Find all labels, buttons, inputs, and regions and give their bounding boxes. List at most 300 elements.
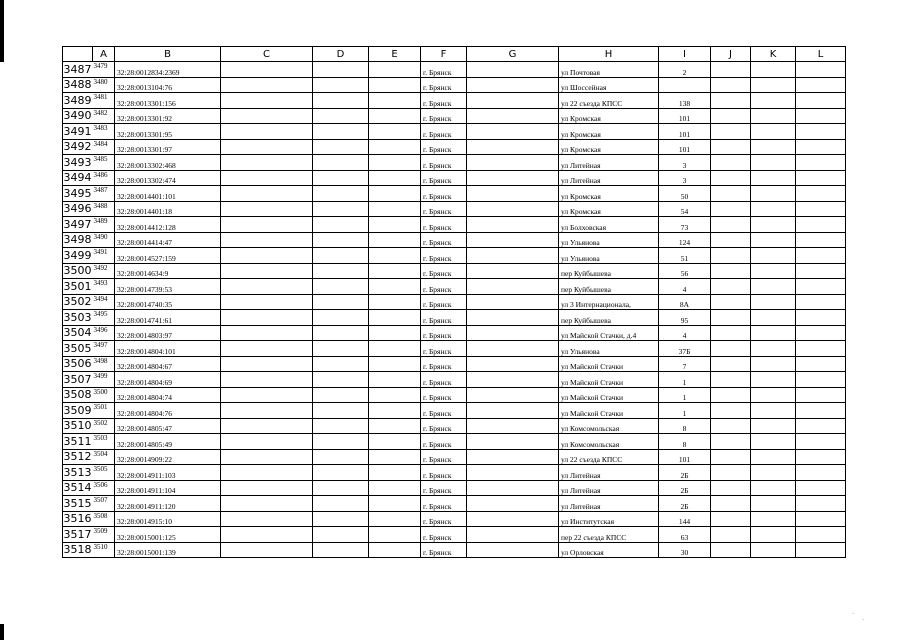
cell-j[interactable] [711, 186, 751, 202]
row-number[interactable]: 3496 [63, 202, 92, 216]
cell-h[interactable]: ул 3 Интернационала, [559, 294, 659, 310]
cell-i[interactable]: 95 [659, 310, 711, 326]
cell-j[interactable] [711, 139, 751, 155]
cell-d[interactable] [313, 170, 369, 186]
column-header-c[interactable]: C [221, 47, 313, 62]
cell-a[interactable] [93, 387, 115, 403]
cell-d[interactable] [313, 139, 369, 155]
column-header-k[interactable]: K [751, 47, 796, 62]
cell-d[interactable] [313, 124, 369, 140]
cell-c[interactable] [221, 542, 313, 558]
cell-k[interactable] [751, 279, 796, 295]
cell-e[interactable] [369, 93, 421, 109]
cell-b[interactable]: 32:28:0014915:10 [115, 511, 221, 527]
cell-k[interactable] [751, 217, 796, 233]
cell-b[interactable]: 32:28:0014911:103 [115, 465, 221, 481]
cell-f[interactable]: г. Брянск [421, 108, 467, 124]
cell-c[interactable] [221, 527, 313, 543]
cell-b[interactable]: 32:28:0014804:69 [115, 372, 221, 388]
cell-i[interactable]: 1 [659, 372, 711, 388]
cell-l[interactable] [796, 139, 846, 155]
cell-b[interactable]: 32:28:0014527:159 [115, 248, 221, 264]
cell-d[interactable] [313, 155, 369, 171]
cell-d[interactable] [313, 418, 369, 434]
cell-c[interactable] [221, 496, 313, 512]
row-number[interactable]: 3489 [63, 93, 92, 107]
cell-j[interactable] [711, 372, 751, 388]
cell-h[interactable]: ул Майской Стачки [559, 403, 659, 419]
cell-l[interactable] [796, 403, 846, 419]
cell-a[interactable] [93, 108, 115, 124]
cell-k[interactable] [751, 124, 796, 140]
cell-a[interactable] [93, 232, 115, 248]
cell-e[interactable] [369, 77, 421, 93]
row-number[interactable]: 3498 [63, 233, 92, 247]
cell-c[interactable] [221, 511, 313, 527]
cell-a[interactable] [93, 155, 115, 171]
cell-a[interactable] [93, 465, 115, 481]
cell-h[interactable]: ул Ульянова [559, 248, 659, 264]
cell-e[interactable] [369, 403, 421, 419]
cell-l[interactable] [796, 387, 846, 403]
cell-g[interactable] [467, 294, 559, 310]
cell-e[interactable] [369, 108, 421, 124]
cell-i[interactable]: 101 [659, 108, 711, 124]
cell-l[interactable] [796, 62, 846, 78]
cell-i[interactable]: 138 [659, 93, 711, 109]
cell-g[interactable] [467, 418, 559, 434]
cell-h[interactable]: ул Болховская [559, 217, 659, 233]
cell-h[interactable]: ул Кромская [559, 139, 659, 155]
cell-h[interactable]: ул Майской Стачки, д.4 [559, 325, 659, 341]
cell-j[interactable] [711, 341, 751, 357]
cell-l[interactable] [796, 279, 846, 295]
cell-d[interactable] [313, 232, 369, 248]
cell-d[interactable] [313, 93, 369, 109]
cell-c[interactable] [221, 186, 313, 202]
cell-h[interactable]: ул Майской Стачки [559, 372, 659, 388]
row-number[interactable]: 3492 [63, 140, 92, 154]
cell-c[interactable] [221, 387, 313, 403]
cell-l[interactable] [796, 93, 846, 109]
cell-e[interactable] [369, 124, 421, 140]
row-number[interactable]: 3515 [63, 496, 92, 510]
cell-a[interactable] [93, 279, 115, 295]
cell-c[interactable] [221, 217, 313, 233]
cell-k[interactable] [751, 325, 796, 341]
cell-f[interactable]: г. Брянск [421, 434, 467, 450]
cell-j[interactable] [711, 403, 751, 419]
cell-c[interactable] [221, 480, 313, 496]
cell-k[interactable] [751, 62, 796, 78]
cell-k[interactable] [751, 108, 796, 124]
cell-c[interactable] [221, 325, 313, 341]
cell-k[interactable] [751, 341, 796, 357]
row-number[interactable]: 3497 [63, 217, 92, 231]
cell-f[interactable]: г. Брянск [421, 418, 467, 434]
cell-l[interactable] [796, 418, 846, 434]
cell-j[interactable] [711, 77, 751, 93]
cell-c[interactable] [221, 201, 313, 217]
cell-d[interactable] [313, 310, 369, 326]
cell-i[interactable]: 63 [659, 527, 711, 543]
cell-c[interactable] [221, 124, 313, 140]
cell-i[interactable]: 1 [659, 403, 711, 419]
cell-d[interactable] [313, 372, 369, 388]
cell-f[interactable]: г. Брянск [421, 542, 467, 558]
cell-l[interactable] [796, 186, 846, 202]
cell-d[interactable] [313, 434, 369, 450]
cell-j[interactable] [711, 310, 751, 326]
cell-e[interactable] [369, 465, 421, 481]
cell-f[interactable]: г. Брянск [421, 527, 467, 543]
cell-d[interactable] [313, 77, 369, 93]
cell-b[interactable]: 32:28:0014401:18 [115, 201, 221, 217]
cell-h[interactable]: ул 22 съезда КПСС [559, 449, 659, 465]
cell-e[interactable] [369, 496, 421, 512]
cell-k[interactable] [751, 310, 796, 326]
cell-f[interactable]: г. Брянск [421, 449, 467, 465]
cell-e[interactable] [369, 418, 421, 434]
row-number[interactable]: 3505 [63, 341, 92, 355]
cell-e[interactable] [369, 201, 421, 217]
cell-f[interactable]: г. Брянск [421, 310, 467, 326]
row-number[interactable]: 3504 [63, 326, 92, 340]
cell-a[interactable] [93, 356, 115, 372]
cell-a[interactable] [93, 201, 115, 217]
cell-e[interactable] [369, 248, 421, 264]
cell-c[interactable] [221, 93, 313, 109]
cell-e[interactable] [369, 434, 421, 450]
cell-b[interactable]: 32:28:0014805:47 [115, 418, 221, 434]
cell-k[interactable] [751, 248, 796, 264]
cell-k[interactable] [751, 480, 796, 496]
cell-d[interactable] [313, 403, 369, 419]
cell-j[interactable] [711, 387, 751, 403]
cell-i[interactable]: 2Б [659, 496, 711, 512]
cell-h[interactable]: ул Литейная [559, 155, 659, 171]
cell-b[interactable]: 32:28:0014804:76 [115, 403, 221, 419]
cell-i[interactable]: 51 [659, 248, 711, 264]
cell-h[interactable]: ул Кромская [559, 124, 659, 140]
row-number[interactable]: 3502 [63, 295, 92, 309]
cell-e[interactable] [369, 480, 421, 496]
cell-c[interactable] [221, 372, 313, 388]
cell-g[interactable] [467, 387, 559, 403]
cell-b[interactable]: 32:28:0014909:22 [115, 449, 221, 465]
cell-j[interactable] [711, 434, 751, 450]
cell-f[interactable]: г. Брянск [421, 496, 467, 512]
cell-f[interactable]: г. Брянск [421, 232, 467, 248]
cell-l[interactable] [796, 542, 846, 558]
cell-k[interactable] [751, 434, 796, 450]
cell-h[interactable]: ул Орловская [559, 542, 659, 558]
cell-b[interactable]: 32:28:0014804:74 [115, 387, 221, 403]
cell-h[interactable]: ул Институтская [559, 511, 659, 527]
cell-c[interactable] [221, 77, 313, 93]
cell-d[interactable] [313, 201, 369, 217]
cell-e[interactable] [369, 232, 421, 248]
column-header-j[interactable]: J [711, 47, 751, 62]
corner-header[interactable] [63, 47, 93, 62]
row-number[interactable]: 3513 [63, 465, 92, 479]
cell-l[interactable] [796, 465, 846, 481]
cell-b[interactable]: 32:28:0014739:53 [115, 279, 221, 295]
cell-a[interactable] [93, 77, 115, 93]
cell-k[interactable] [751, 387, 796, 403]
cell-d[interactable] [313, 465, 369, 481]
cell-h[interactable]: ул Ульянова [559, 341, 659, 357]
column-header-l[interactable]: L [796, 47, 846, 62]
cell-i[interactable]: 101 [659, 139, 711, 155]
cell-b[interactable]: 32:28:0014414:47 [115, 232, 221, 248]
row-number[interactable]: 3493 [63, 155, 92, 169]
cell-g[interactable] [467, 279, 559, 295]
cell-a[interactable] [93, 186, 115, 202]
cell-j[interactable] [711, 294, 751, 310]
cell-g[interactable] [467, 372, 559, 388]
cell-e[interactable] [369, 356, 421, 372]
cell-b[interactable]: 32:28:0013302:468 [115, 155, 221, 171]
cell-d[interactable] [313, 542, 369, 558]
cell-a[interactable] [93, 93, 115, 109]
cell-d[interactable] [313, 217, 369, 233]
cell-i[interactable]: 101 [659, 124, 711, 140]
cell-b[interactable]: 32:28:0014741:61 [115, 310, 221, 326]
cell-l[interactable] [796, 356, 846, 372]
cell-l[interactable] [796, 310, 846, 326]
cell-k[interactable] [751, 77, 796, 93]
row-number[interactable]: 3490 [63, 109, 92, 123]
cell-l[interactable] [796, 527, 846, 543]
cell-k[interactable] [751, 403, 796, 419]
row-number[interactable]: 3514 [63, 481, 92, 495]
cell-e[interactable] [369, 310, 421, 326]
cell-j[interactable] [711, 511, 751, 527]
cell-c[interactable] [221, 403, 313, 419]
cell-a[interactable] [93, 372, 115, 388]
cell-l[interactable] [796, 201, 846, 217]
row-number[interactable]: 3495 [63, 186, 92, 200]
cell-a[interactable] [93, 248, 115, 264]
cell-f[interactable]: г. Брянск [421, 387, 467, 403]
cell-d[interactable] [313, 449, 369, 465]
cell-a[interactable] [93, 62, 115, 78]
cell-g[interactable] [467, 77, 559, 93]
cell-b[interactable]: 32:28:0014803:97 [115, 325, 221, 341]
cell-g[interactable] [467, 496, 559, 512]
cell-b[interactable]: 32:28:0014634:9 [115, 263, 221, 279]
cell-k[interactable] [751, 527, 796, 543]
cell-d[interactable] [313, 62, 369, 78]
cell-b[interactable]: 32:28:0013301:92 [115, 108, 221, 124]
cell-d[interactable] [313, 527, 369, 543]
cell-b[interactable]: 32:28:0014804:67 [115, 356, 221, 372]
cell-j[interactable] [711, 62, 751, 78]
cell-g[interactable] [467, 248, 559, 264]
cell-e[interactable] [369, 325, 421, 341]
cell-h[interactable]: ул Литейная [559, 480, 659, 496]
cell-j[interactable] [711, 496, 751, 512]
cell-a[interactable] [93, 418, 115, 434]
cell-j[interactable] [711, 108, 751, 124]
cell-b[interactable]: 32:28:0013302:474 [115, 170, 221, 186]
cell-l[interactable] [796, 480, 846, 496]
cell-j[interactable] [711, 124, 751, 140]
cell-k[interactable] [751, 186, 796, 202]
cell-i[interactable] [659, 77, 711, 93]
cell-k[interactable] [751, 542, 796, 558]
row-number[interactable]: 3511 [63, 434, 92, 448]
cell-f[interactable]: г. Брянск [421, 372, 467, 388]
cell-l[interactable] [796, 294, 846, 310]
cell-h[interactable]: ул Комсомольская [559, 434, 659, 450]
cell-k[interactable] [751, 170, 796, 186]
cell-i[interactable]: 1 [659, 387, 711, 403]
cell-e[interactable] [369, 372, 421, 388]
cell-e[interactable] [369, 511, 421, 527]
cell-h[interactable]: ул Кромская [559, 108, 659, 124]
cell-l[interactable] [796, 263, 846, 279]
cell-f[interactable]: г. Брянск [421, 263, 467, 279]
cell-i[interactable]: 4 [659, 279, 711, 295]
cell-a[interactable] [93, 294, 115, 310]
cell-g[interactable] [467, 201, 559, 217]
cell-i[interactable]: 2Б [659, 465, 711, 481]
cell-g[interactable] [467, 232, 559, 248]
cell-e[interactable] [369, 542, 421, 558]
cell-l[interactable] [796, 170, 846, 186]
row-number[interactable]: 3507 [63, 372, 92, 386]
cell-j[interactable] [711, 356, 751, 372]
cell-d[interactable] [313, 294, 369, 310]
cell-d[interactable] [313, 387, 369, 403]
cell-a[interactable] [93, 496, 115, 512]
cell-f[interactable]: г. Брянск [421, 62, 467, 78]
cell-c[interactable] [221, 108, 313, 124]
cell-i[interactable]: 2Б [659, 480, 711, 496]
cell-b[interactable]: 32:28:0014804:101 [115, 341, 221, 357]
cell-l[interactable] [796, 511, 846, 527]
cell-i[interactable]: 124 [659, 232, 711, 248]
cell-g[interactable] [467, 511, 559, 527]
cell-k[interactable] [751, 418, 796, 434]
row-number[interactable]: 3518 [63, 543, 92, 557]
cell-f[interactable]: г. Брянск [421, 77, 467, 93]
cell-b[interactable]: 32:28:0013301:97 [115, 139, 221, 155]
cell-c[interactable] [221, 248, 313, 264]
cell-e[interactable] [369, 139, 421, 155]
row-number[interactable]: 3508 [63, 388, 92, 402]
cell-g[interactable] [467, 465, 559, 481]
cell-a[interactable] [93, 124, 115, 140]
cell-f[interactable]: г. Брянск [421, 201, 467, 217]
row-number[interactable]: 3516 [63, 512, 92, 526]
cell-e[interactable] [369, 449, 421, 465]
cell-g[interactable] [467, 480, 559, 496]
cell-e[interactable] [369, 170, 421, 186]
cell-c[interactable] [221, 279, 313, 295]
cell-g[interactable] [467, 139, 559, 155]
cell-g[interactable] [467, 263, 559, 279]
cell-g[interactable] [467, 542, 559, 558]
cell-k[interactable] [751, 449, 796, 465]
cell-h[interactable]: ул Кромская [559, 186, 659, 202]
cell-f[interactable]: г. Брянск [421, 139, 467, 155]
row-number[interactable]: 3494 [63, 171, 92, 185]
cell-b[interactable]: 32:28:0014401:101 [115, 186, 221, 202]
cell-f[interactable]: г. Брянск [421, 294, 467, 310]
cell-e[interactable] [369, 294, 421, 310]
cell-f[interactable]: г. Брянск [421, 217, 467, 233]
cell-b[interactable]: 32:28:0013301:156 [115, 93, 221, 109]
cell-a[interactable] [93, 341, 115, 357]
cell-a[interactable] [93, 449, 115, 465]
cell-b[interactable]: 32:28:0014805:49 [115, 434, 221, 450]
column-header-i[interactable]: I [659, 47, 711, 62]
row-number[interactable]: 3512 [63, 450, 92, 464]
cell-a[interactable] [93, 542, 115, 558]
cell-c[interactable] [221, 170, 313, 186]
cell-j[interactable] [711, 232, 751, 248]
cell-b[interactable]: 32:28:0015001:125 [115, 527, 221, 543]
cell-f[interactable]: г. Брянск [421, 465, 467, 481]
cell-d[interactable] [313, 356, 369, 372]
cell-g[interactable] [467, 155, 559, 171]
cell-j[interactable] [711, 155, 751, 171]
cell-k[interactable] [751, 139, 796, 155]
cell-f[interactable]: г. Брянск [421, 93, 467, 109]
row-number[interactable]: 3488 [63, 78, 92, 92]
cell-j[interactable] [711, 263, 751, 279]
column-header-a[interactable]: A [93, 47, 115, 62]
cell-e[interactable] [369, 186, 421, 202]
row-number[interactable]: 3506 [63, 357, 92, 371]
cell-j[interactable] [711, 449, 751, 465]
cell-h[interactable]: ул Литейная [559, 170, 659, 186]
cell-k[interactable] [751, 294, 796, 310]
cell-i[interactable]: 30 [659, 542, 711, 558]
cell-j[interactable] [711, 465, 751, 481]
cell-c[interactable] [221, 139, 313, 155]
cell-a[interactable] [93, 480, 115, 496]
cell-h[interactable]: ул Ульянова [559, 232, 659, 248]
cell-j[interactable] [711, 201, 751, 217]
cell-l[interactable] [796, 449, 846, 465]
cell-g[interactable] [467, 527, 559, 543]
cell-k[interactable] [751, 93, 796, 109]
cell-d[interactable] [313, 341, 369, 357]
cell-c[interactable] [221, 356, 313, 372]
cell-a[interactable] [93, 310, 115, 326]
cell-f[interactable]: г. Брянск [421, 511, 467, 527]
row-number[interactable]: 3499 [63, 248, 92, 262]
cell-f[interactable]: г. Брянск [421, 170, 467, 186]
row-number[interactable]: 3500 [63, 264, 92, 278]
cell-b[interactable]: 32:28:0012834:2369 [115, 62, 221, 78]
cell-i[interactable]: 50 [659, 186, 711, 202]
cell-h[interactable]: ул Майской Стачки [559, 356, 659, 372]
cell-b[interactable]: 32:28:0013104:76 [115, 77, 221, 93]
cell-e[interactable] [369, 263, 421, 279]
cell-k[interactable] [751, 232, 796, 248]
cell-j[interactable] [711, 542, 751, 558]
cell-c[interactable] [221, 434, 313, 450]
cell-b[interactable]: 32:28:0014740:35 [115, 294, 221, 310]
cell-h[interactable]: ул Комсомольская [559, 418, 659, 434]
cell-e[interactable] [369, 341, 421, 357]
cell-f[interactable]: г. Брянск [421, 124, 467, 140]
